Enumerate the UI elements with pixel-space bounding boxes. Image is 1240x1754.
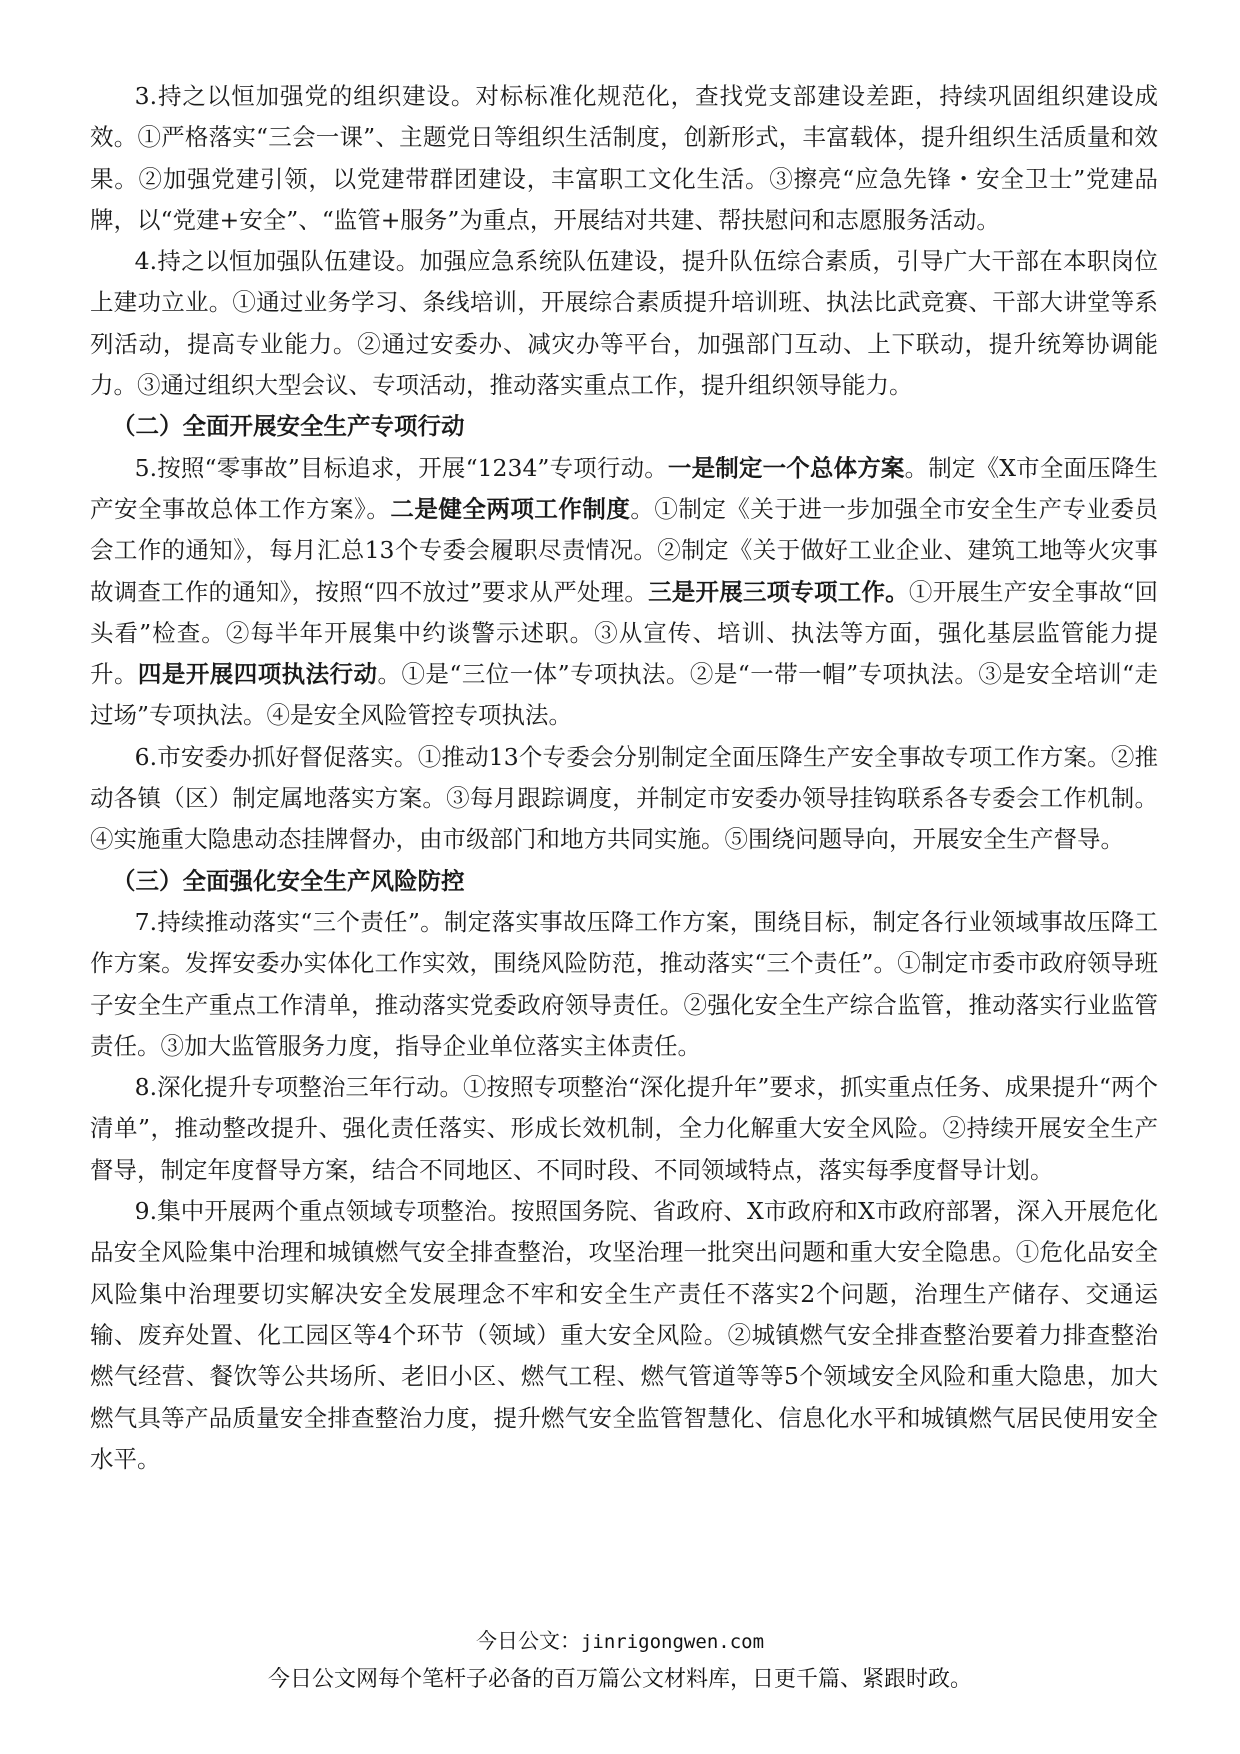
- section-heading-3: （三）全面强化安全生产风险防控: [112, 866, 465, 895]
- footer-site-link[interactable]: jinrigongwen.com: [580, 1631, 765, 1653]
- document-body: [90, 76, 1158, 1480]
- footer-site-label: 今日公文：: [475, 1629, 581, 1653]
- paragraph-7: 7.持续推动落实“三个责任”。制定落实事故压降工作方案，围绕目标，制定各行业领域事故压降工作方案。发挥安委办实体化工作实效，围绕风险防范，推动落实“三个责任”。①制定市委市政府领导班子安全生产重点工作清单，推动落实党委政府领导责任。②强化安全生产综合监管，推动落实行业监管责任。③加大监管服务力度，指导企业单位落实主体责任。: [90, 907, 1158, 1060]
- paragraph-5-text-3: 。①制定《关于进一步加强全市安全生产专业委员会工作的通知》，每月汇总13个专委会履职尽责情况。②制定《关于做好工业企业、建筑工地等火灾事故调查工作的通知》，按照“四不放过”要求从严处理。: [90, 494, 1159, 606]
- footer-site-line: [0, 1625, 1240, 1655]
- paragraph-5-text-1: 5.按照“零事故”目标追求，开展“1234”专项行动。: [134, 453, 668, 482]
- paragraph-5-text-5: 。①是“三位一体”专项执法。②是“一带一帽”专项执法。③是安全培训“走过场”专项执法。④是安全风险管控专项执法。: [90, 660, 1159, 730]
- paragraph-5-bold-4: 四是开展四项执法行动: [137, 660, 378, 689]
- paragraph-5-text-2: 。制定《X市全面压降生产安全事故总体工作方案》。: [90, 453, 1158, 523]
- paragraph-8: 8.深化提升专项整治三年行动。①按照专项整治“深化提升年”要求，抓实重点任务、成果提升“两个清单”，推动整改提升、强化责任落实、形成长效机制，全力化解重大安全风险。②持续开展安全生产督导，制定年度督导方案，结合不同地区、不同时段、不同领域特点，落实每季度督导计划。: [90, 1073, 1158, 1184]
- paragraph-5-text-4: ①开展生产安全事故“回头看”检查。②每半年开展集中约谈警示述职。③从宣传、培训、执法等方面，强化基层监管能力提升。: [90, 577, 1159, 689]
- paragraph-9: 9.集中开展两个重点领域专项整治。按照国务院、省政府、X市政府和X市政府部署，深入开展危化品安全风险集中治理和城镇燃气安全排查整治，攻坚治理一批突出问题和重大安全隐患。①危化品安全风险集中治理要切实解决安全发展理念不牢和安全生产责任不落实2个问题，治理生产储存、交通运输、废弃处置、化工园区等4个环节（领域）重大安全风险。②城镇燃气安全排查整治要着力排查整治燃气经营、餐饮等公共场所、老旧小区、燃气工程、燃气管道等等5个领域安全风险和重大隐患，加大燃气具等产品质量安全排查整治力度，提升燃气安全监管智慧化、信息化水平和城镇燃气居民使用安全水平。: [90, 1197, 1158, 1473]
- footer-slogan: 今日公文网每个笔杆子必备的百万篇公文材料库，日更千篇、紧跟时政。: [267, 1667, 972, 1692]
- paragraph-3: 3.持之以恒加强党的组织建设。对标标准化规范化，查找党支部建设差距，持续巩固组织建设成效。①严格落实“三会一课”、主题党日等组织生活制度，创新形式，丰富载体，提升组织生活质量和效果。②加强党建引领，以党建带群团建设，丰富职工文化生活。③擦亮“应急先锋・安全卫士”党建品牌，以“党建+安全”、“监管+服务”为重点，开展结对共建、帮扶慰问和志愿服务活动。: [90, 82, 1158, 234]
- paragraph-6: 6.市安委办抓好督促落实。①推动13个专委会分别制定全面压降生产安全事故专项工作方案。②推动各镇（区）制定属地落实方案。③每月跟踪调度，并制定市安委办领导挂钩联系各专委会工作机制。④实施重大隐患动态挂牌督办，由市级部门和地方共同实施。⑤围绕问题导向，开展安全生产督导。: [90, 742, 1158, 854]
- paragraph-5: [90, 448, 1158, 737]
- paragraph-4: 4.持之以恒加强队伍建设。加强应急系统队伍建设，提升队伍综合素质，引导广大干部在本职岗位上建功立业。①通过业务学习、条线培训，开展综合素质提升培训班、执法比武竞赛、干部大讲堂等系列活动，提高专业能力。②通过安委办、减灾办等平台，加强部门互动、上下联动，提升统筹协调能力。③通过组织大型会议、专项活动，推动落实重点工作，提升组织领导能力。: [90, 247, 1158, 400]
- paragraph-5-bold-2: 二是健全两项工作制度: [390, 494, 631, 523]
- paragraph-5-bold-3: 三是开展三项专项工作。: [648, 577, 909, 606]
- section-heading-2: （二）全面开展安全生产专项行动: [112, 412, 465, 441]
- paragraph-5-bold-1: 一是制定一个总体方案: [667, 453, 905, 482]
